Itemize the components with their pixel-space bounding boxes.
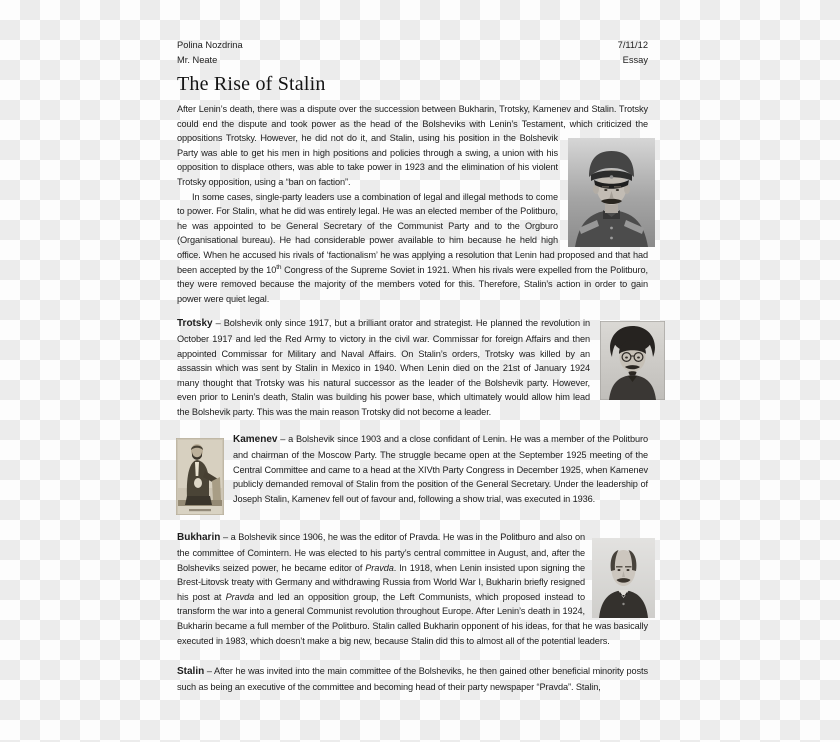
- bukharin-body: – a Bolshevik since 1906, he was the editor of Pravda. He was in the Politburo and also on the committee of Comintern. He was elected to his party’s central committee in August, and, after the Bolsheviks seized power, he became editor of Pravda. In 1918, when Lenin insisted upon signing the Brest-Litovsk treaty with Germany and withdrawing Russia from World War I, Bukharin briefly resigned his post at Pravda and led an opposition group, the Left Communists, which proposed instead to transform the war into a general Communist revolution throughout Europe. After Lenin’s death in 1924, Bukharin became a full member of the Politburo. Stalin called Bukharin opponent of his ideas, for that he was basically executed in 1983, which doesn’t make a big new, because Stalin did this to almost all of the potential leaders.: [177, 532, 648, 646]
- bukharin-photo: [592, 538, 655, 618]
- teacher-name: Mr. Neate: [177, 55, 218, 65]
- section-kamenev: [177, 432, 648, 515]
- kamenev-body: – a Bolshevik since 1903 and a close confidant of Lenin. He was a member of the Politburo and chairman of the Moscow Party. The struggle became open at the September 1925 meeting of the Central Committee and came to a head at the XIVth Party Congress in December 1925, when Kamenev publicly demanded removal of Stalin from the position of the General Secretary. Under the leadership of Joseph Stalin, Kamenev fell out of favour and, following a show trial, was executed in 1936.: [233, 434, 649, 504]
- stalin-heading: Stalin: [177, 666, 205, 678]
- trotsky-body: – Bolshevik only since 1917, but a brilliant orator and strategist. He planned the revolution in October 1917 and led the Red Army to victory in the civil war. Commissar for foreign Affairs and then appointed Commissar for Military and Naval Affairs. On Stalin’s orders, Trotsky was killed by an assassin which was sent by Stalin in Mexico in 1940. When Lenin died on the 21st of January 1924 many thought that Trotsky was his natural successor as the leader of the Bolshevik party. However, even prior to Lenin’s death, Stalin was building his power base, which ultimately would allow him lead the Bolshevik party. This was the main reason Trotsky did not become a leader.: [177, 318, 590, 417]
- section-stalin: [177, 664, 648, 694]
- intro-paragraph-2: In some cases, single-party leaders use a combination of legal and illegal methods to come to power. For Stalin, what he did was entirely legal. He was an elected member of the Politburo, he was appointed to be General Secretary of the Communist Party and to the Orgburo (Organisational bureau). He had considerable power available to him because he held high office. When he accused his rivals of ‘factionalism’ he was applying a resolution that Lenin had proposed and that had been accepted by the 10th Congress of the Supreme Soviet in 1921. When his rivals were expelled from the Politburo, they were removed because the majority of the members voted for this. Therefore, Stalin’s action in order to gain power were quiet legal.: [177, 191, 648, 304]
- intro-paragraph-1: After Lenin’s death, there was a dispute over the succession between Bukharin, Trotsky, Kamenev and Stalin. Trotsky could end the dispute and took power as the head of the Bolsheviks with Lenin’s Testament, which criticized the oppositions Trotsky. However, he did not do it, and Stalin, using his position in the Bolshevik Party was able to get his men in high positions and policies through a swing, a union with his opposition to displace others, was able to take power in 1923 and the elimination of his violent Trotsky opposition, using a “ban on faction”.: [177, 104, 648, 187]
- bukharin-heading: Bukharin: [177, 532, 221, 544]
- trotsky-photo: [600, 321, 665, 400]
- author-name: Polina Nozdrina: [177, 40, 243, 50]
- kamenev-heading: Kamenev: [233, 434, 278, 446]
- bukharin-photo-wrap: [585, 530, 648, 617]
- kamenev-paragraph: [177, 432, 648, 506]
- doc-type: Essay: [622, 55, 648, 65]
- trotsky-photo-wrap: [590, 316, 648, 399]
- stalin-paragraph: [177, 664, 648, 694]
- section-trotsky: [177, 316, 648, 419]
- bukharin-paragraph: [177, 530, 648, 648]
- intro-block: [177, 102, 648, 306]
- stalin-photo: [568, 138, 655, 247]
- stalin-photo-wrap: [558, 102, 648, 247]
- stalin-body: – After he was invited into the main committee of the Bolsheviks, he then gained other beneficial minority posts such as being an executive of the committee and becoming head of their party newspaper “Pravda”. Stalin,: [177, 666, 649, 692]
- document-header: [177, 38, 648, 68]
- essay-document: [177, 38, 648, 694]
- trotsky-paragraph: [177, 316, 648, 419]
- kamenev-photo: [176, 438, 224, 515]
- trotsky-heading: Trotsky: [177, 318, 213, 330]
- section-bukharin: [177, 530, 648, 648]
- kamenev-photo-wrap: [177, 432, 233, 515]
- essay-title: The Rise of Stalin: [177, 73, 326, 95]
- date: 7/11/12: [617, 40, 648, 50]
